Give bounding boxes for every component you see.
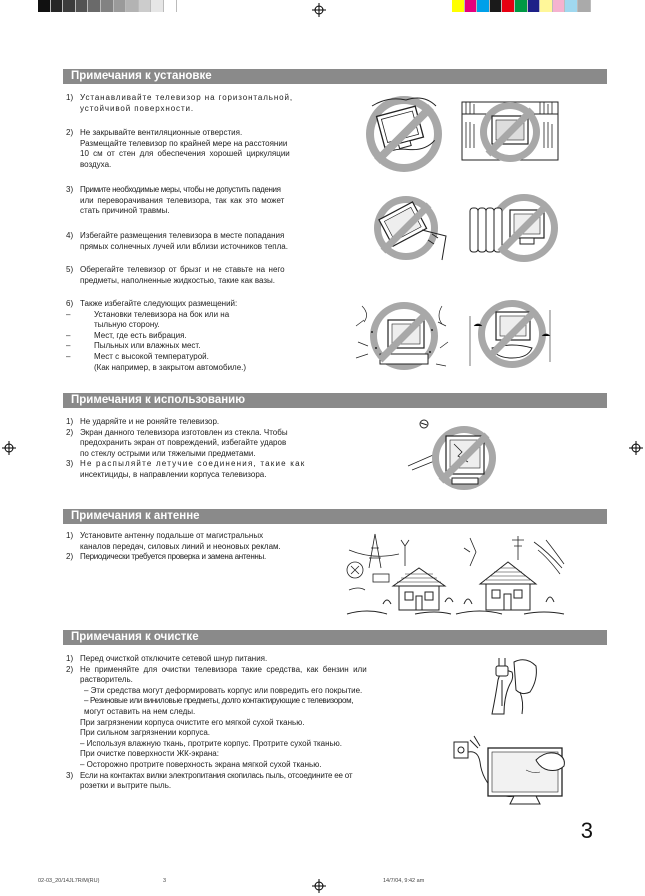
installation-item-2: 2) Не закрывайте вентиляционные отверстия. Размещайте телевизор по крайней мере на расстоянии 10 см от стен для обеспечения хорошей циркуляции воздуха. (66, 128, 290, 169)
color-swatch (88, 0, 101, 12)
color-swatch (151, 0, 164, 12)
color-swatch (164, 0, 177, 12)
color-swatch (553, 0, 566, 12)
color-swatch (565, 0, 578, 12)
color-swatch (515, 0, 528, 12)
color-swatch (139, 0, 152, 12)
installation-item-3: 3) Примите необходимые меры, чтобы не допустить падения или переворачивания телевизора, так как это может стать причиной травмы. (66, 185, 285, 216)
color-swatch (76, 0, 89, 12)
installation-item-6: 6) Также избегайте следующих размещений: – Установки телевизора на бок или на тыльную сторону. – Мест, где есть вибрация. – Пыльных или влажных мест. – Мест с высокой температурой. (Как например, в закрытом автомобиле.) (66, 299, 322, 373)
color-swatch (126, 0, 139, 12)
registration-mark-icon (2, 441, 16, 455)
color-swatch (114, 0, 127, 12)
tv-on-uneven-surface-illustration (358, 88, 450, 178)
color-swatch (452, 0, 465, 12)
footer-page: 3 (163, 878, 167, 884)
wipe-lcd-screen-illustration (452, 730, 572, 810)
installation-subitem: – Мест с высокой температурой. (Как например, в закрытом автомобиле.) (66, 351, 247, 372)
color-swatch (51, 0, 64, 12)
installation-subitem: – Пыльных или влажных мест. (66, 341, 201, 351)
section-header-cleaning: Примечания к очистке (63, 630, 607, 645)
antenna-house-illustration (450, 530, 568, 616)
color-swatch (477, 0, 490, 12)
footer-date: 14/7/04, 9:42 am (383, 878, 425, 884)
color-swatch (38, 0, 51, 12)
antenna-house-with-power-lines-illustration (345, 530, 455, 616)
tv-falling-illustration (362, 190, 454, 266)
section-header-usage: Примечания к использованию (63, 393, 607, 408)
page-number: 3 (580, 818, 593, 843)
tv-in-dusty-place-illustration (352, 296, 452, 374)
color-swatch (490, 0, 503, 12)
installation-item-1: 1) Устанавливайте телевизор на горизонтальной, устойчивой поверхности. (66, 93, 294, 113)
installation-item-5: 5) Оберегайте телевизор от брызг и не ставьте на него предметы, наполненные жидкостью, такие как вазы. (66, 265, 285, 285)
registration-mark-icon (312, 879, 326, 893)
registration-mark-icon (629, 441, 643, 455)
footer-file-name: 02-03_20/14JL7R/M(RU) (38, 878, 100, 884)
color-calibration-bar (452, 0, 591, 12)
color-swatch (540, 0, 553, 12)
tv-in-enclosed-shelf-illustration (458, 88, 562, 166)
color-swatch (528, 0, 541, 12)
color-swatch (578, 0, 591, 12)
color-swatch (101, 0, 114, 12)
gray-scale-bar (38, 0, 177, 12)
color-swatch (63, 0, 76, 12)
installation-subitem: – Установки телевизора на бок или на тыльную сторону. (66, 309, 230, 330)
usage-items: 1) Не ударяйте и не роняйте телевизор. 2) Экран данного телевизора изготовлен из стекла. Чтобы предохранить экран от повреждений, избегайте ударов по стеклу острыми или тяжелыми предметами. 3) Не распыляйте летучие соединения, такие как инсектициды, в направлении корпуса телевизора. (66, 417, 306, 479)
tv-near-heater-illustration (462, 188, 562, 268)
antenna-items: 1) Установите антенну подальше от магистральных каналов передач, силовых линий и неоновых реклам. 2) Периодически требуется проверка и замена антенны. (66, 531, 281, 562)
registration-mark-icon (312, 3, 326, 17)
tv-in-humid-place-illustration (462, 296, 562, 374)
installation-subitem: – Мест, где есть вибрация. (66, 330, 187, 340)
color-swatch (465, 0, 478, 12)
unplug-power-cord-illustration (484, 652, 540, 718)
tv-impact-warning-illustration (404, 414, 500, 498)
installation-item-4: 4) Избегайте размещения телевизора в месте попадания прямых солнечных лучей или вблизи источников тепла. (66, 231, 288, 251)
section-header-installation: Примечания к установке (63, 69, 607, 84)
cleaning-items: 1) Перед очисткой отключите сетевой шнур питания. 2) Не применяйте для очистки телевизора такие средства, как бензин или растворитель. – Эти средства могут деформировать корпус или повредить его покрытие. – Резиновые или виниловые предметы, долго контактирующие с телевизором, могут оставить на нем следы. При загрязнении корпуса очистите его мягкой сухой тканью. При сильном загрязнении корпуса. – Используя влажную ткань, протрите корпус. Протрите сухой тканью. При очистке поверхности ЖК-экрана: – Осторожно протрите поверхность экрана мягкой сухой тканью. 3) Если на контактах вилки электропитания скопилась пыль, отсоедините ее от розетки и вытрите пыль. (66, 654, 367, 791)
color-swatch (502, 0, 515, 12)
section-header-antenna: Примечания к антенне (63, 509, 607, 524)
